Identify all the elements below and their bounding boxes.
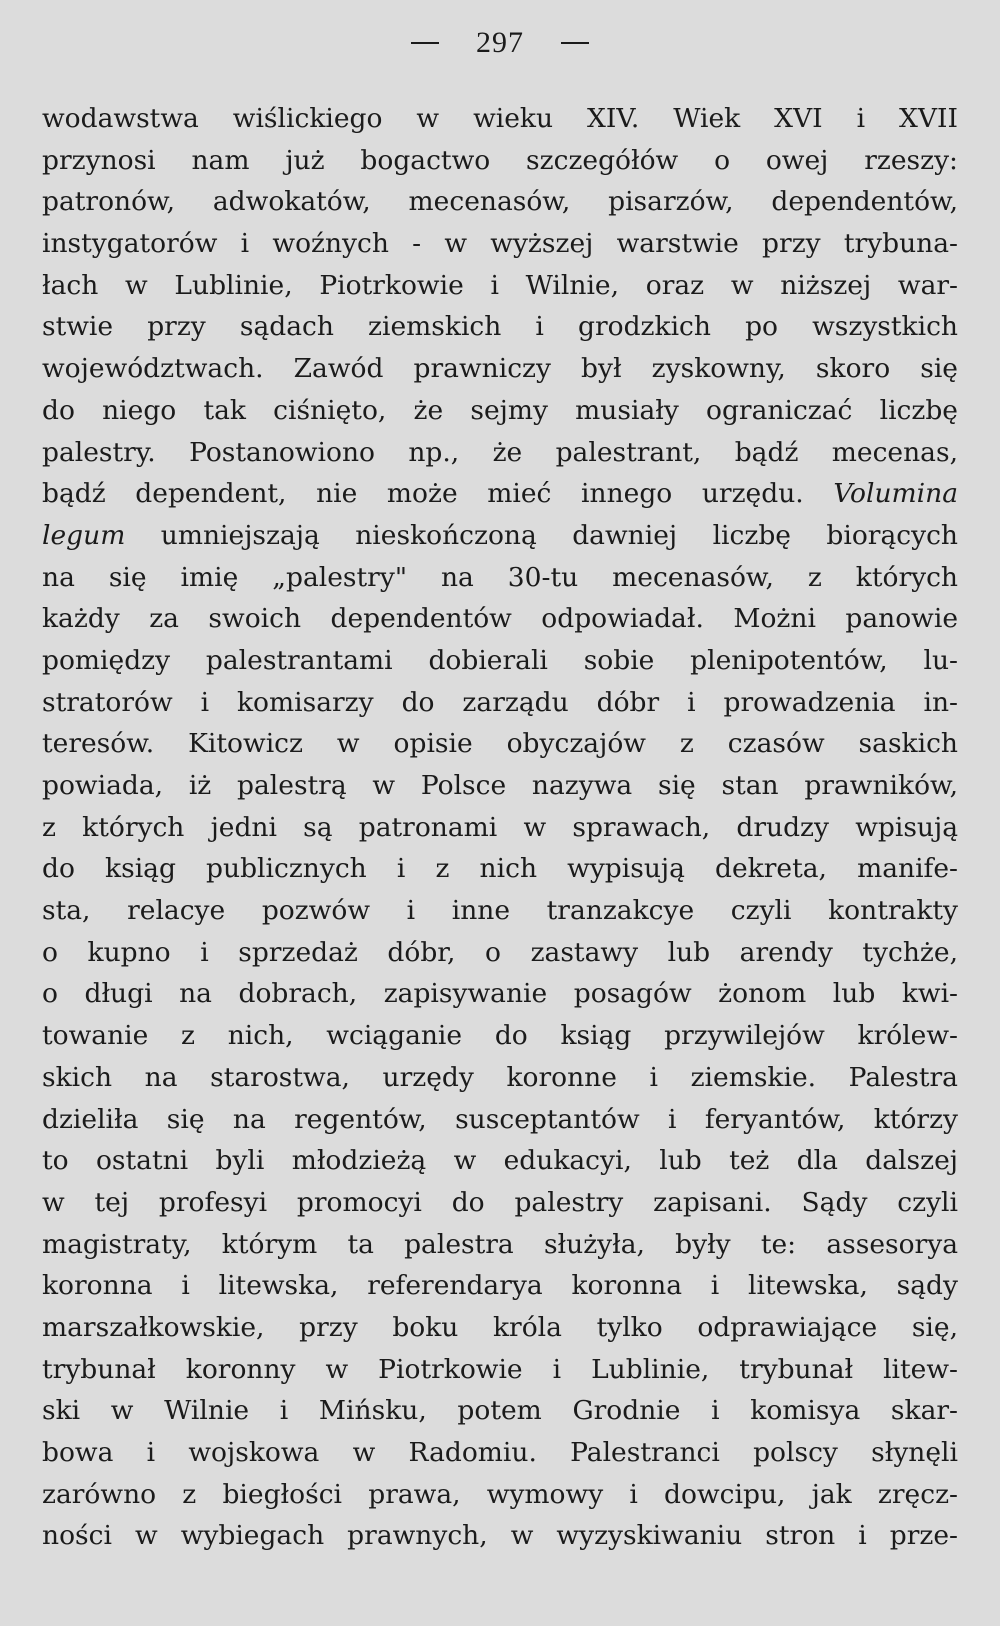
text-line: patronów, adwokatów, mecenasów, pisarzów, dependentów, (42, 186, 958, 218)
text-line: ności w wybiegach prawnych, w wyzyskiwaniu stron i prze- (42, 1520, 958, 1552)
text-line-with-italic (42, 473, 958, 515)
text-line: dzieliła się na regentów, susceptantów i feryantów, którzy (42, 1103, 958, 1135)
text-line: palestry. Postanowiono np., że palestrant, bądź mecenas, (42, 436, 958, 468)
text-line: instygatorów i woźnych - w wyższej warstwie przy trybuna- (42, 228, 958, 260)
text-line: do niego tak ciśnięto, że sejmy musiały ograniczać liczbę (42, 394, 958, 426)
text-line: ski w Wilnie i Mińsku, potem Grodnie i komisya skar- (42, 1395, 958, 1427)
text-line: do ksiąg publicznych i z nich wypisują dekreta, manife- (42, 853, 958, 885)
text-line: teresów. Kitowicz w opisie obyczajów z czasów saskich (42, 728, 958, 760)
page-header (0, 22, 1000, 63)
text-line: każdy za swoich dependentów odpowiadał. Możni panowie (42, 603, 958, 635)
body-text (42, 98, 958, 1557)
text-line: z których jedni są patronami w sprawach, drudzy wpisują (42, 811, 958, 843)
text-line: towanie z nich, wciąganie do ksiąg przywilejów królew- (42, 1020, 958, 1052)
text-line: koronna i litewska, referendarya koronna i litewska, sądy (42, 1270, 958, 1302)
text-line: to ostatni byli młodzieżą w edukacyi, lub też dla dalszej (42, 1145, 958, 1177)
text-line: sta, relacye pozwów i inne tranzakcye czyli kontrakty (42, 895, 958, 927)
italic-term: legum (42, 519, 126, 551)
text-line: województwach. Zawód prawniczy był zyskowny, skoro się (42, 353, 958, 385)
text-line: wodawstwa wiślickiego w wieku XIV. Wiek XVI i XVII (42, 103, 958, 134)
italic-term: Volumina (833, 478, 958, 510)
text-line: łach w Lublinie, Piotrkowie i Wilnie, oraz w niższej war- (42, 269, 958, 301)
text-line: trybunał koronny w Piotrkowie i Lublinie, trybunał litew- (42, 1353, 958, 1385)
text-segment: umniejszają nieskończoną dawniej liczbę biorących (125, 519, 958, 551)
page-number: 297 (476, 26, 524, 59)
text-segment: bądź dependent, nie może mieć innego urzędu. (42, 478, 804, 510)
text-line: w tej profesyi promocyi do palestry zapisani. Sądy czyli (42, 1186, 958, 1218)
header-dash-right (561, 42, 589, 44)
text-line: bowa i wojskowa w Radomiu. Palestranci polscy słynęli (42, 1437, 958, 1468)
text-line: pomiędzy palestrantami dobierali sobie plenipotentów, lu- (42, 644, 958, 676)
text-line: magistraty, którym ta palestra służyła, były te: assesorya (42, 1228, 958, 1260)
text-line: o kupno i sprzedaż dóbr, o zastawy lub arendy tychże, (42, 936, 958, 968)
text-line: stratorów i komisarzy do zarządu dóbr i prowadzenia in- (42, 686, 958, 718)
text-line-with-italic (42, 515, 958, 557)
text-line: powiada, iż palestrą w Polsce nazywa się stan prawników, (42, 770, 958, 801)
text-line: na się imię „palestry" na 30-tu mecenasów, z których (42, 561, 958, 593)
text-line: marszałkowskie, przy boku króla tylko odprawiające się, (42, 1311, 958, 1343)
text-line: zarówno z biegłości prawa, wymowy i dowcipu, jak zręcz- (42, 1478, 958, 1510)
text-line: skich na starostwa, urzędy koronne i ziemskie. Palestra (42, 1061, 958, 1093)
header-dash-left (411, 42, 439, 44)
text-line: przynosi nam już bogactwo szczegółów o owej rzeszy: (42, 144, 958, 176)
text-line: o długi na dobrach, zapisywanie posagów żonom lub kwi- (42, 978, 958, 1010)
text-line: stwie przy sądach ziemskich i grodzkich po wszystkich (42, 311, 958, 343)
